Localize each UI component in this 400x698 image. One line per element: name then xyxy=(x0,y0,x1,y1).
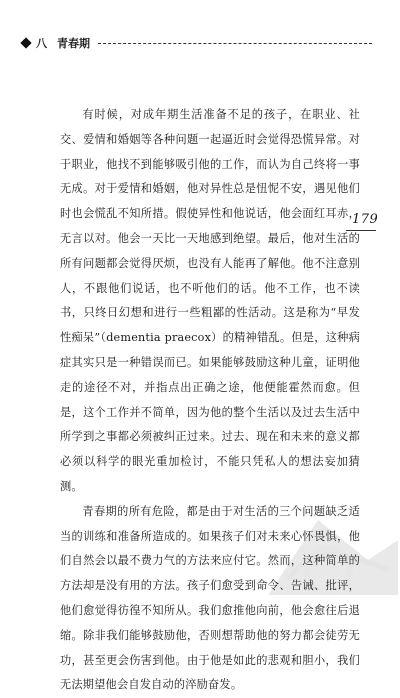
body-text xyxy=(60,103,360,698)
page-number: 179 xyxy=(352,212,379,227)
running-header xyxy=(22,36,372,50)
chapter-number: 八 xyxy=(36,37,47,50)
page-number-underline xyxy=(346,230,376,231)
paragraph-2: 青春期的所有危险，都是由于对生活的三个问题缺乏适当的训练和准备所造成的。如果孩子们对未来心怀畏惧，他们自然会以最不费力气的方法来应付它。然而，这种简单的方法却是没有用的方法。孩子们愈受到命令、告诫、批评，他们愈觉得彷徨不知所从。我们愈推他向前，他会愈往后退缩。除非我们能够鼓励他，否则想帮助他的努力都会徒劳无功，甚至更会伤害到他。由于他是如此的悲观和胆小，我们无法期望他会自发自动的淬励奋发。 xyxy=(60,504,360,692)
diamond-bullet-icon xyxy=(20,37,31,48)
paragraph-1: 有时候，对成年期生活准备不足的孩子，在职业、社交、爱情和婚姻等各种问题一起逼近时会觉得恐慌异常。对于职业，他找不到能够吸引他的工作，而认为自己终将一事无成。对于爱情和婚姻，他对异性总是忸怩不安，遇见他们时也会慌乱不知所措。假使异性和他说话，他会面红耳赤，无言以对。他会一天比一天地感到绝望。最后，他对生活的所有问题都会觉得厌烦，也没有人能再了解他。他不注意别人，不跟他们说话，也不听他们的话。他不工作，也不读书，只终日幻想和进行一些粗鄙的性活动。这是称为“早发性痴呆”（dementia praecox）的精神错乱。但是，这种病症其实只是一种错误而已。如果能够鼓励这种儿童，证明他走的途径不对，并指点出正确之途，他便能霍然而愈。但是，这个工作并不简单，因为他的整个生活以及过去生活中所学到之事都必须被纠正过来。过去、现在和未来的意义都必须以科学的眼光重加检讨，不能只凭私人的想法妄加猜测。 xyxy=(60,108,360,493)
header-dashed-rule xyxy=(98,43,372,44)
watermark-seal xyxy=(258,500,398,595)
chapter-title: 青春期 xyxy=(57,37,90,50)
